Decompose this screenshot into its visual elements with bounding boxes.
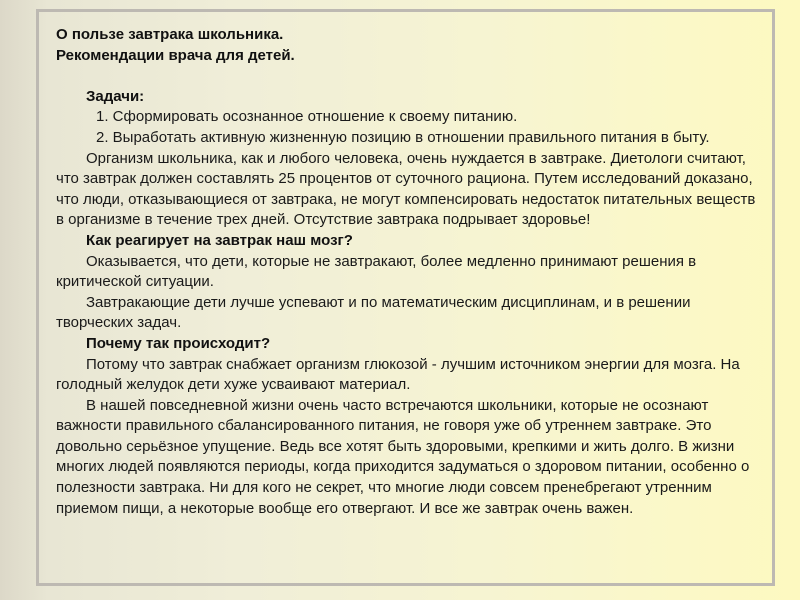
paragraph-daily-life: В нашей повседневной жизни очень часто встречаются школьники, которые не осознают важности правильного сбалансированного питания, не говоря уже об утреннем завтраке. Это довольно серьёзное упущение. Ведь все хотят быть здоровыми, крепкими и жить долго. В жизни многих людей появляются периоды, когда приходится задуматься о здоровом питании, особенно о полезности завтрака. Ни для кого не секрет, что многие люди совсем пренебрегают утренним приемом пищи, а некоторые вообще его отвергают. И все же завтрак очень важен. — [56, 396, 750, 517]
paragraph-breakfast-need: Организм школьника, как и любого человека, очень нуждается в завтраке. Диетологи считают, что завтрак должен составлять 25 процентов от суточного рациона. Путем исследований доказано, что люди, отказывающиеся от завтрака, не могут компенсировать недостаток питательных веществ в организме в течение трех дней. Отсутствие завтрака подрывает здоровье! — [56, 149, 756, 229]
document-title-line-2: Рекомендации врача для детей. — [56, 46, 295, 64]
tasks-heading: Задачи: — [86, 87, 145, 105]
task-item-1: 1. Сформировать осознанное отношение к своему питанию. — [96, 108, 518, 126]
paragraph-better-performance: Завтракающие дети лучше успевают и по математическим дисциплинам, и в решении творческих задач. — [56, 293, 691, 332]
question-brain-reaction: Как реагирует на завтрак наш мозг? — [86, 231, 353, 249]
spacer — [56, 66, 762, 87]
paragraph-slow-decisions: Оказывается, что дети, которые не завтракают, более медленно принимают решения в критической ситуации. — [56, 252, 697, 291]
question-why: Почему так происходит? — [86, 334, 271, 352]
paragraph-glucose: Потому что завтрак снабжает организм глюкозой - лучшим источником энергии для мозга. На голодный желудок дети хуже усваивают материал. — [56, 355, 740, 394]
task-item-2: 2. Выработать активную жизненную позицию в отношении правильного питания в быту. — [96, 128, 710, 146]
document-body — [56, 25, 762, 519]
document-title-line-1: О пользе завтрака школьника. — [56, 26, 284, 43]
